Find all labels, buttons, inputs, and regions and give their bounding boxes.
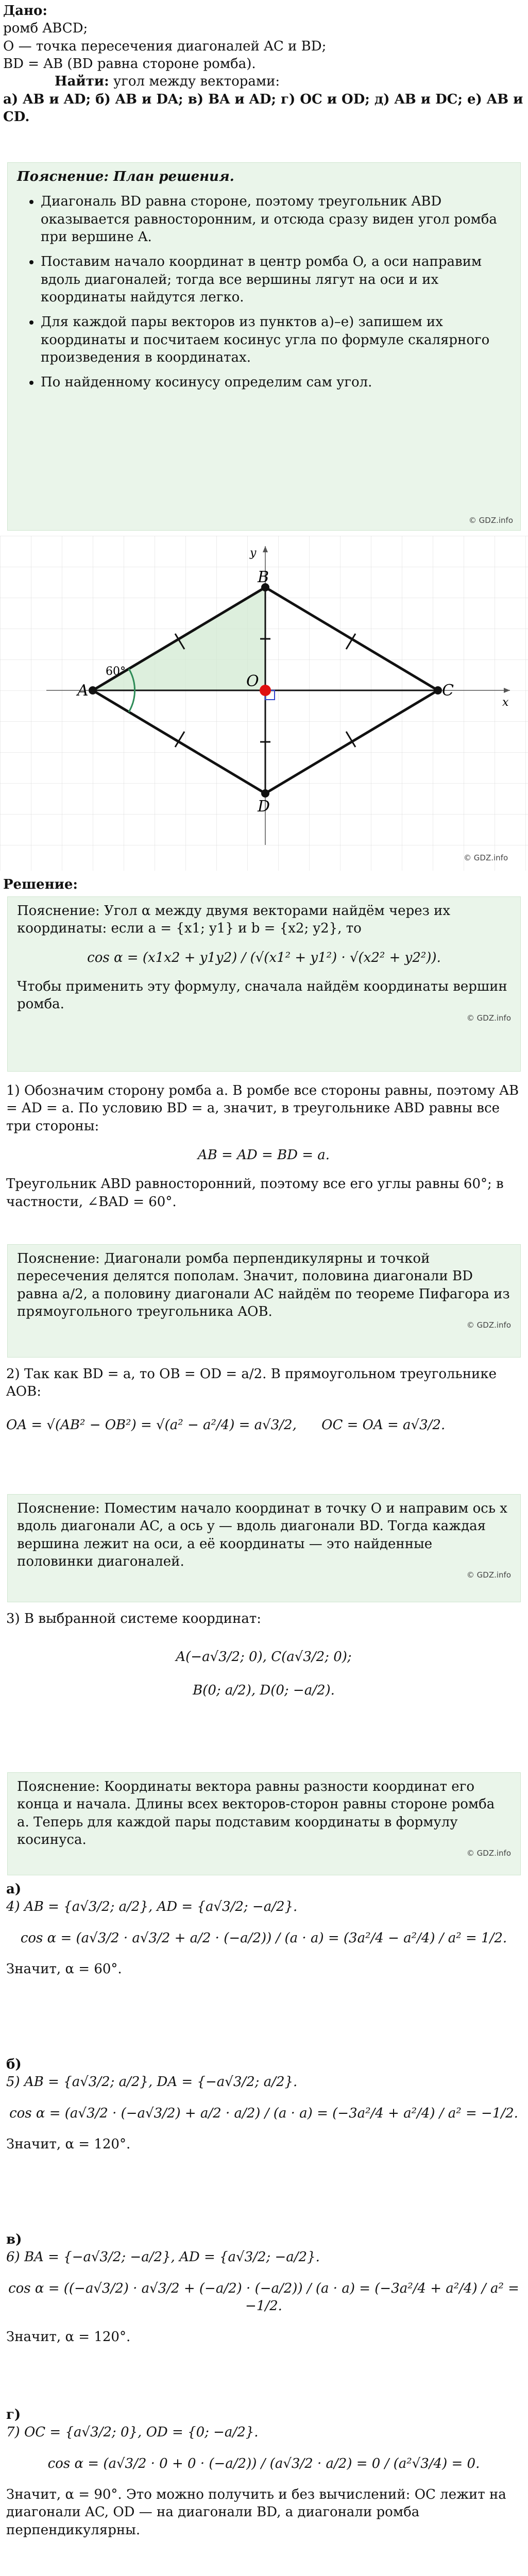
note2-gdz: © GDZ.info: [466, 1320, 511, 1330]
part-c-vectors: 6) BA = {−a√3/2; −a/2}, AD = {a√3/2; −a/2}.: [6, 2249, 320, 2265]
find-label: Найти:: [55, 74, 109, 90]
point-c: [434, 686, 442, 694]
plan-note: [7, 162, 521, 531]
plan-item-1: • Диагональ BD равна стороне, поэтому треугольник ABD оказывается равносторонним, и отсюда сразу виден угол ромба при вершине A.: [41, 193, 511, 246]
part-a-cos: cos α = (a√3/2 · a√3/2 + a/2 · (−a/2)) / (a · a) = (3a²/4 − a²/4) / a² = 1/2.: [20, 1930, 507, 1946]
part-b-cos: cos α = (a√3/2 · (−a√3/2) + a/2 · a/2) / (a · a) = (−3a²/4 + a²/4) / a² = −1/2.: [9, 2105, 518, 2121]
solution-label-block: [3, 876, 528, 893]
part-a-vectors: 4) AB = {a√3/2; a/2}, AD = {a√3/2; −a/2}.: [6, 1899, 298, 1915]
step3-block: [6, 1610, 521, 1699]
note4-text: Пояснение: Координаты вектора равны разности координат его конца и начала. Длины всех векторов-сторон равны стороне ромба a. Теперь для каждой пары подставим координаты в формулу косинуса.: [17, 1779, 495, 1848]
solution-label: Решение:: [3, 877, 78, 892]
note3-text: Пояснение: Поместим начало координат в точку O и направим ось x вдоль диагонали AC, а ось y — вдоль диагонали BD. Тогда каждая вершина лежит на оси, а её координаты — это найденные половинки диагоналей.: [17, 1501, 507, 1569]
step1-text: 1) Обозначим сторону ромба a. В ромбе все стороны равны, поэтому AB = AD = a. По условию BD = a, значит, в треугольнике ABD равны все три стороны:: [6, 1083, 519, 1134]
part-d-cos: cos α = (a√3/2 · 0 + 0 · (−a/2)) / (a√3/2 · a/2) = 0 / (a²√3/4) = 0.: [47, 2455, 480, 2471]
part-b-result: Значит, α = 120°.: [6, 2136, 131, 2152]
point-a: [89, 686, 97, 694]
rhombus-diagram: [0, 536, 528, 871]
note1-gdz: © GDZ.info: [466, 1013, 511, 1023]
label-b: B: [258, 568, 269, 586]
part-d-vectors: 7) OC = {a√3/2; 0}, OD = {0; −a/2}.: [6, 2425, 259, 2441]
step2-text: 2) Так как BD = a, то OB = OD = a/2. В прямоугольном треугольнике AOB:: [6, 1366, 497, 1400]
part-c-result: Значит, α = 120°.: [6, 2329, 131, 2345]
part-a-result: Значит, α = 60°.: [6, 1961, 122, 1977]
label-d: D: [258, 798, 270, 816]
part-b: [6, 2056, 521, 2153]
given-label: Дано:: [3, 3, 47, 19]
note3-gdz: © GDZ.info: [466, 1570, 511, 1580]
label-o: O: [246, 672, 259, 690]
note1-tail: Чтобы применить эту формулу, сначала найдём координаты вершин ромба.: [17, 978, 507, 1012]
note-formula: [7, 896, 521, 1072]
given-block: [3, 2, 523, 126]
plan-list: [17, 193, 511, 391]
part-d-letter: г): [6, 2407, 21, 2422]
note-diagonals: [7, 1244, 521, 1358]
part-d-result: Значит, α = 90°. Это можно получить и без вычислений: OC лежит на диагонали AC, OD — на диагонали BD, а диагонали ромба перпендикулярны.: [6, 2486, 506, 2538]
coords-ac: A(−a√3/2; 0), C(a√3/2; 0);: [176, 1649, 352, 1665]
gdz-watermark: © GDZ.info: [468, 516, 513, 526]
step2-eq1: OA = √(AB² − OB²) = √(a² − a²/4) = a√3/2,: [6, 1417, 297, 1433]
part-a-letter: а): [6, 1882, 22, 1897]
step1-eq: AB = AD = BD = a.: [197, 1147, 330, 1163]
part-c: [6, 2231, 521, 2346]
y-axis-label: y: [250, 547, 257, 560]
x-axis-label: x: [502, 696, 509, 709]
part-c-cos: cos α = ((−a√3/2) · a√3/2 + (−a/2) · (−a/2)) / (a · a) = (−3a²/4 + a²/4) / a² = −1/2.: [8, 2280, 519, 2314]
label-c: C: [442, 682, 454, 700]
figure-gdz: © GDZ.info: [464, 853, 508, 862]
coords-bd: B(0; a/2), D(0; −a/2).: [193, 1682, 335, 1698]
note-method: [7, 1772, 521, 1875]
rhombus-figure: [0, 536, 528, 871]
note1-text: Пояснение: Угол α между двумя векторами найдём через их координаты: если a = {x1; y1} и b = {x2; y2}, то: [17, 903, 451, 937]
plan-item-4: • По найденному косинусу определим сам угол.: [41, 374, 511, 391]
given-parts: а) AB и AD; б) AB и DA; в) BA и AD; г) OC и OD; д) AB и DC; е) AB и CD.: [3, 91, 523, 125]
note-coords: [7, 1494, 521, 1602]
step2-eq2: OC = OA = a√3/2.: [321, 1417, 446, 1433]
formula-cos: cos α = (x1x2 + y1y2) / (√(x1² + y1²) · √(x2² + y2²)).: [87, 950, 441, 965]
plan-item-2: • Поставим начало координат в центр ромба O, а оси направим вдоль диагоналей; тогда все вершины лягут на оси и их координаты найдутся легко.: [41, 253, 511, 306]
part-b-vectors: 5) AB = {a√3/2; a/2}, DA = {−a√3/2; a/2}.: [6, 2074, 298, 2090]
angle-a-label: 60°: [106, 665, 126, 678]
label-a: A: [77, 682, 89, 700]
step3-text: 3) В выбранной системе координат:: [6, 1611, 261, 1626]
plan-item-3: • Для каждой пары векторов из пунктов а)–е) запишем их координаты и посчитаем косинус угла по формуле скалярного произведения в координатах.: [41, 313, 511, 366]
note2-text: Пояснение: Диагонали ромба перпендикулярны и точкой пересечения делятся пополам. Значит, половина диагонали BD равна a/2, а половину диагонали AC найдём по теореме Пифагора из прямоугольного треугольника AOB.: [17, 1251, 510, 1319]
point-o: [260, 685, 271, 696]
plan-title: Пояснение: План решения.: [17, 169, 234, 184]
point-d: [261, 789, 269, 798]
given-line-3: BD = AB (BD равна стороне ромба).: [3, 56, 256, 72]
step1-block: [6, 1082, 521, 1211]
given-line-1: ромб ABCD;: [3, 21, 88, 37]
part-b-letter: б): [6, 2057, 22, 2072]
note4-gdz: © GDZ.info: [466, 1849, 511, 1858]
part-d: [6, 2406, 521, 2539]
find-text: угол между векторами:: [113, 74, 280, 90]
part-c-letter: в): [6, 2232, 22, 2247]
step2-block: [6, 1365, 521, 1434]
step1-tail: Треугольник ABD равносторонний, поэтому все его углы равны 60°; в частности, ∠BAD = 60°.: [6, 1176, 504, 1210]
part-a: [6, 1880, 521, 1978]
given-line-2: O — точка пересечения диагоналей AC и BD;: [3, 38, 327, 54]
